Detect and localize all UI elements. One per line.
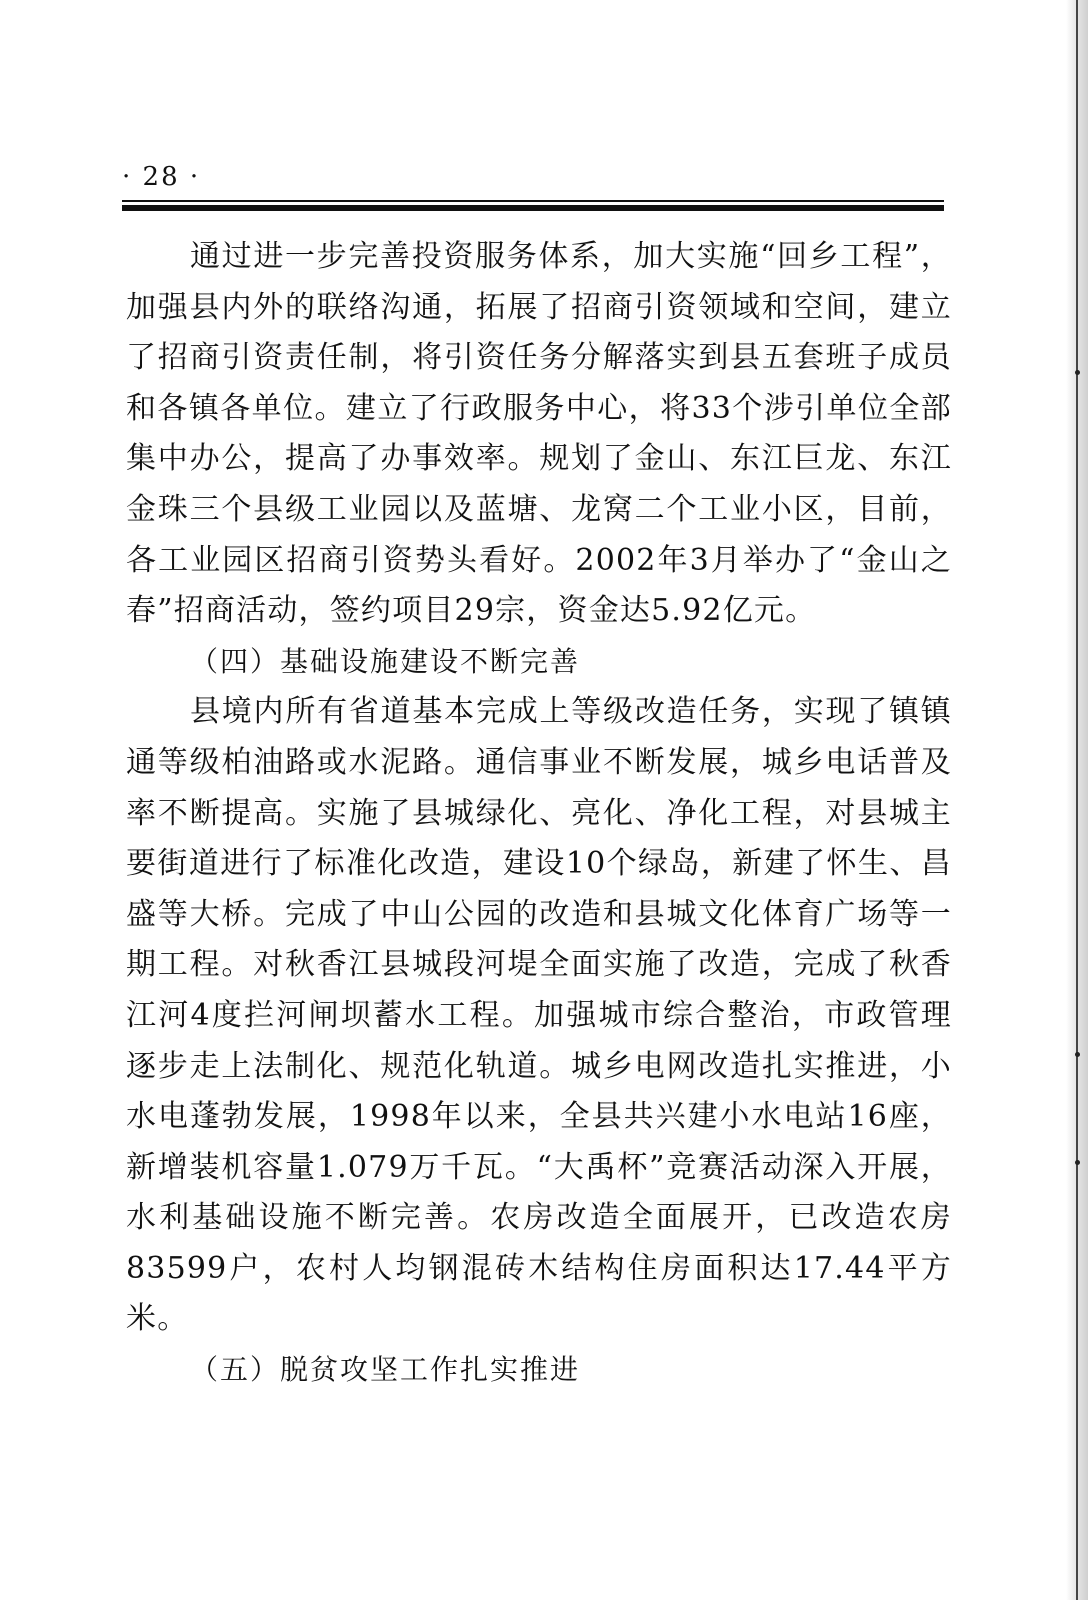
paragraph-infrastructure: 县境内所有省道基本完成上等级改造任务，实现了镇镇通等级柏油路或水泥路。通信事业不断发展，城乡电话普及率不断提高。实施了县城绿化、亮化、净化工程，对县城主要街道进行了标准化改造，建设10个绿岛，新建了怀生、昌盛等大桥。完成了中山公园的改造和县城文化体育广场等一期工程。对秋香江县城段河堤全面实施了改造，完成了秋香江河4度拦河闸坝蓄水工程。加强城市综合整治，市政管理逐步走上法制化、规范化轨道。城乡电网改造扎实推进，小水电蓬勃发展，1998年以来，全县共兴建小水电站16座，新增装机容量1.079万千瓦。“大禹杯”竞赛活动深入开展，水利基础设施不断完善。农房改造全面展开，已改造农房83599户，农村人均钢混砖木结构住房面积达17.44平方米。 bbox=[126, 694, 952, 1337]
section-heading-infrastructure: （四）基础设施建设不断完善 bbox=[190, 644, 581, 678]
page-edge-line bbox=[1076, 0, 1078, 1600]
edge-mark bbox=[1075, 1052, 1080, 1057]
edge-mark bbox=[1075, 1160, 1080, 1165]
paragraph-investment-service: 通过进一步完善投资服务体系，加大实施“回乡工程”，加强县内外的联络沟通，拓展了招商引资领域和空间，建立了招商引资责任制，将引资任务分解落实到县五套班子成员和各镇各单位。建立了行政服务中心，将33个涉引单位全部集中办公，提高了办事效率。规划了金山、东江巨龙、东江金珠三个县级工业园以及蓝塘、龙窝二个工业小区，目前，各工业园区招商引资势头看好。2002年3月举办了“金山之春”招商活动，签约项目29宗，资金达5.92亿元。 bbox=[126, 239, 952, 629]
header-rule-thick bbox=[122, 205, 944, 211]
edge-mark bbox=[1075, 370, 1080, 375]
section-heading-poverty: （五）脱贫攻坚工作扎实推进 bbox=[190, 1353, 581, 1387]
header-rule-thin bbox=[122, 200, 944, 202]
page-number: · 28 · bbox=[122, 162, 201, 192]
page-header bbox=[122, 162, 944, 192]
body-text bbox=[126, 232, 952, 1396]
